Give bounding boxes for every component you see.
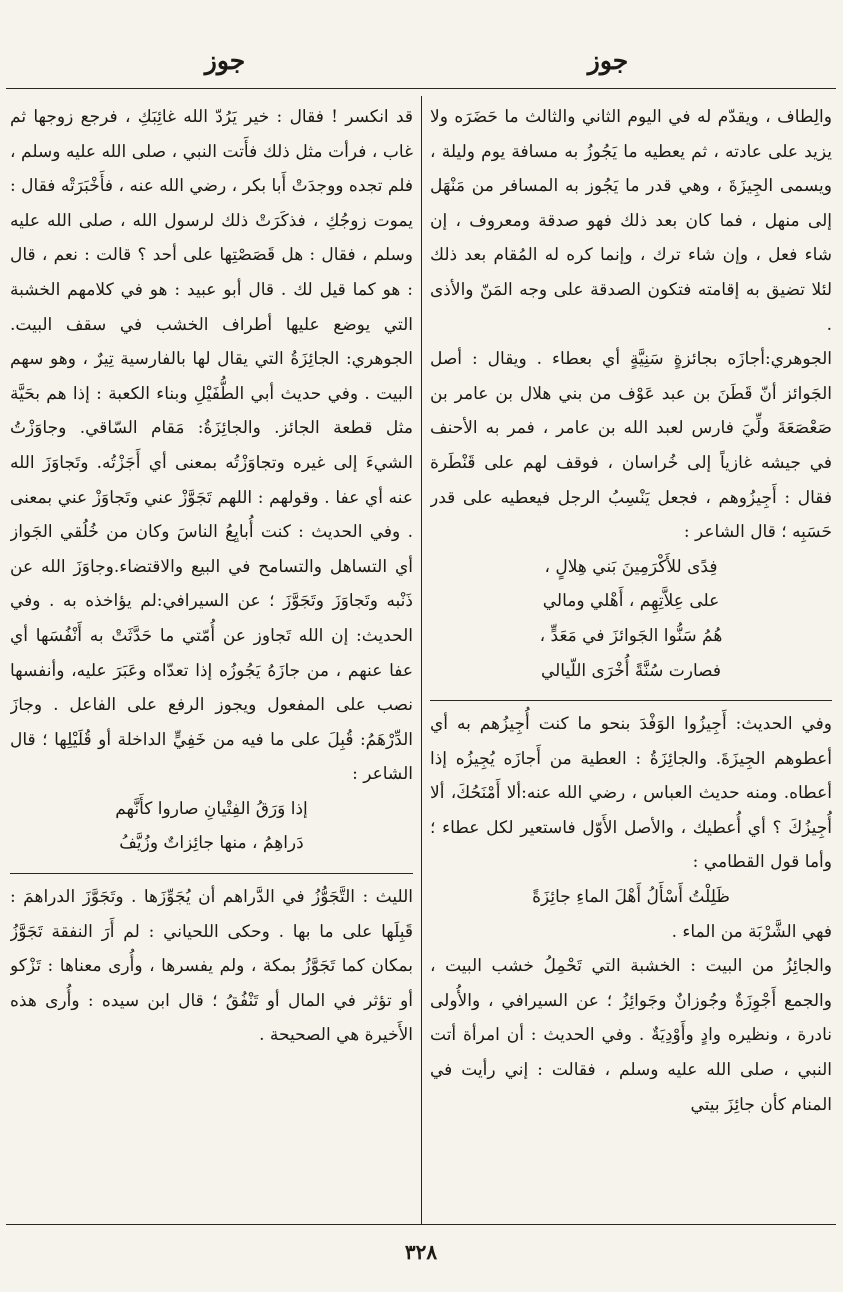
poem-line: إذا وَرَقُ الفِتْيانِ صاروا كأَنَّهم (115, 798, 308, 819)
poem-line: على عِلاَّتِهِم ، أَهْلي ومالي (542, 591, 720, 612)
headword-left: جوز (204, 46, 246, 75)
left-paragraph-1: قد انكسر ! فقال : خير يَرُدّ الله غائِبَكِ ، فرجع زوجها ثم غاب ، فرأت مثل ذلك فأَتت النبي ، صلى الله عليه وسلم ، فلم تجده ووجدَتْ أَبا بكر ، رضي الله عنه ، فأَخْبَرَتْه فقال : يموت زوجُكِ ، فذكَرَتْ ذلك لرسول الله ، صلى الله عليه وسلم ، فقال : هل قَصَصْتِها على أحد ؟ قالت : نعم ، قال : هو كما قيل لك . قال أبو عبيد : هو في كلامهم الخشبة التي يوضع عليها أطراف الخشب في سقف البيت. الجوهري: الجائِزَةُ التي يقال لها بالفارسية تِيرٌ ، وهو سهم البيت . وفي حديث أبي الطُّفَيْلِ وبناء الكعبة : إذا هم بحَيَّة مثل قطعة الجائز. والجائِزَةُ: مَقام السّاقي. وجاوَزْتُ الشيءَ إلى غيره وتجاوَزْتُه بمعنى أي أَجَزْتُه. وتَجاوَزَ الله عنه أي عفا . وقولهم : اللهم تَجَوَّزْ عني وتَجاوَزْ عني بمعنى . وفي الحديث : كنت أُبايِعُ الناسَ وكان من خُلُقي الجَواز أي التساهل والتسامح في البيع والاقتضاء.وجاوَزَ الله عن ذَنْبه وتَجاوَزَ وتَجَوَّزَ ؛ عن السيرافي:لم يؤاخذه به . وفي الحديث: إن الله تَجاوز عن أُمّتي ما حَدَّثَتْ به أَنْفُسَها أي عفا عنهم ، من جازَهُ يَجُوزُه إذا تعدّاه وعَبَرَ عليه، وأنفسها نصب على المفعول ويجوز الرفع على الفاعل . وجازَ الدِّرْهَمُ: قُبِلَ على ما فيه من خَفِيٍّ الداخلة أو قُلَيْلِها ؛ قال الشاعر : (10, 107, 413, 785)
left-column (10, 100, 413, 1218)
header-rule (6, 88, 836, 89)
footer-rule (6, 1224, 836, 1225)
page-number: ٣٢٨ (404, 1240, 438, 1264)
verse-separator (10, 873, 413, 874)
column-divider (421, 96, 422, 1224)
poem-line: هُمُ سَنُّوا الجَوائزَ في مَعَدٍّ ، (539, 625, 723, 646)
right-paragraph-3: وفي الحديث: أَجِيزُوا الوَفْدَ بنحو ما كنت أُجِيزُهم به أي أعطوهم الجِيزَةَ. والجائِزَةُ : العطية من أَجازَه يُجِيزُه إذا أعطاه. ومنه حديث العباس ، رضي الله عنه:ألا أَمْنَحُكَ، ألا أُجِيزُكَ ؟ أي أُعطيك ، والأصل الأَوّل فاستعير لكل عطاء ؛ وأما قول القطامي : (430, 714, 832, 873)
right-paragraph-5: والجائِزُ من البيت : الخشبة التي تَحْمِلُ خشب البيت ، والجمع أَجْوِزَةٌ وجُوزانٌ وجَوائِزُ ؛ عن السيرافي ، والأُولى نادرة ، ونظيره وادٍ وأَوْدِيَةٌ . وفي الحديث : أن امرأة أتت النبي ، صلى الله عليه وسلم ، فقالت : إني رأيت في المنام كأن جائِزَ بيتي (430, 956, 832, 1115)
right-column (430, 100, 832, 1218)
left-paragraph-2: الليث : التَّجَوُّزُ في الدَّراهم أن يُجَوِّزَها . وتَجَوَّزَ الدراهمَ : قَبِلَها على ما بها . وحكى اللحياني : لم أَرَ النفقة تَجَوَّزُ بمكان كما تَجَوَّزُ بمكة ، ولم يفسرها ، وأُرى معناها : تَزْكو أو تؤثر في المال أو تَنْفُقُ ؛ قال ابن سيده : وأُرى هذه الأَخيرة هي الصحيحة . (10, 887, 413, 1046)
headword-right: جوز (587, 46, 629, 75)
verse-separator (430, 700, 832, 701)
poem-line: ظَلِلْتُ أَسْأَلُ أَهْلَ الماءِ جائِزَةً (532, 887, 730, 908)
right-paragraph-4: فهي الشَّرْبَة من الماء . (671, 921, 832, 942)
poem-line: فصارت سُنَّةً أُخْرَى اللّيالي (540, 660, 722, 681)
poem-line: دَراهِمُ ، منها جائِزاتٌ وزُيَّفُ (119, 833, 304, 854)
right-paragraph-2: الجوهري:أجازَه بجائزةٍ سَنِيَّةٍ أي بعطاء . ويقال : أصل الجَوائز أنّ قَطَنَ بن عبد عَوْف من بني هلال بن عامر بن صَعْصَعَةَ ولِّيَ فارس لعبد الله بن عامر ، فمر به الأحنف في جيشه غازياً إلى خُراسان ، فوقف لهم على قَنْطَرة فقال : أَجِيزُوهم ، فجعل يَنْسِبُ الرجل فيعطيه على قدر حَسَبِه ؛ قال الشاعر : (430, 349, 832, 543)
right-paragraph-1: والِطاف ، ويقدّم له في اليوم الثاني والثالث ما حَضَرَه ولا يزيد على عادته ، ثم يعطيه ما يَجُوزُ به مسافة يوم وليلة ، ويسمى الجِيزَةَ ، وهي قدر ما يَجُوز به المسافر من مَنْهَل إلى منهل ، فما كان بعد ذلك فهو صدقة ومعروف ، إن شاء فعل ، وإن شاء ترك ، وإنما كره له المُقام بعد ذلك لئلا تضيق به إقامته فتكون الصدقة على وجه المَنّ والأذى . (430, 107, 832, 335)
poem-line: فِدًى للأَكْرَمِينَ بَني هِلالٍ ، (544, 556, 718, 577)
